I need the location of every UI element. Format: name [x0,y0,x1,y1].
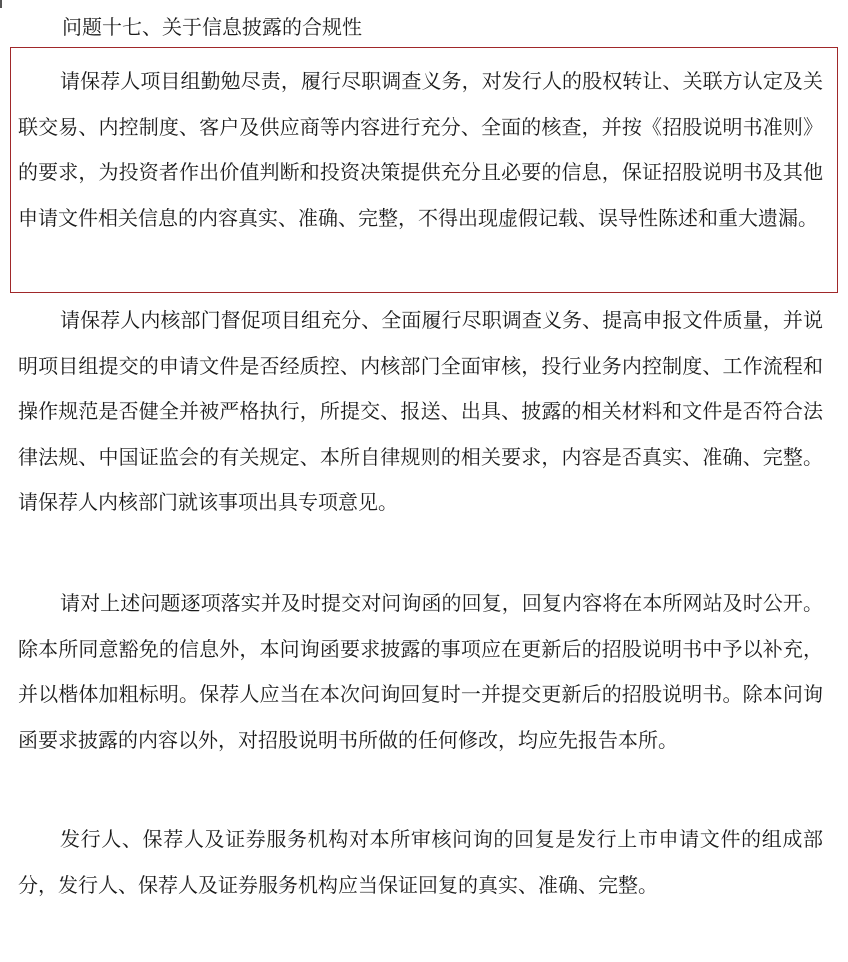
section-heading: 问题十七、关于信息披露的合规性 [62,15,362,39]
paragraph-internal-review: 请保荐人内核部门督促项目组充分、全面履行尽职调查义务、提高申报文件质量，并说明项目组提交的申请文件是否经质控、内核部门全面审核，投行业务内控制度、工作流程和操作规范是否健全并被严格执行，所提交、报送、出具、披露的相关材料和文件是否符合法律法规、中国证监会的有关规定、本所自律规则的相关要求，内容是否真实、准确、完整。请保荐人内核部门就该事项出具专项意见。 [18,308,823,514]
page-corner-mark [0,0,2,8]
paragraph-reply-instructions: 请对上述问题逐项落实并及时提交对问询函的回复，回复内容将在本所网站及时公开。除本所同意豁免的信息外，本问询函要求披露的事项应在更新后的招股说明书中予以补充，并以楷体加粗标明。保荐人应当在本次问询回复时一并提交更新后的招股说明书。除本问询函要求披露的内容以外，对招股说明书所做的任何修改，均应先报告本所。 [18,591,823,752]
paragraph-reply-responsibility: 发行人、保荐人及证券服务机构对本所审核问询的回复是发行上市申请文件的组成部分，发行人、保荐人及证券服务机构应当保证回复的真实、准确、完整。 [18,827,823,897]
paragraph-due-diligence: 请保荐人项目组勤勉尽责，履行尽职调查义务，对发行人的股权转让、关联方认定及关联交易、内控制度、客户及供应商等内容进行充分、全面的核查，并按《招股说明书准则》的要求，为投资者作出价值判断和投资决策提供充分且必要的信息，保证招股说明书及其他申请文件相关信息的内容真实、准确、完整，不得出现虚假记载、误导性陈述和重大遗漏。 [18,69,823,230]
